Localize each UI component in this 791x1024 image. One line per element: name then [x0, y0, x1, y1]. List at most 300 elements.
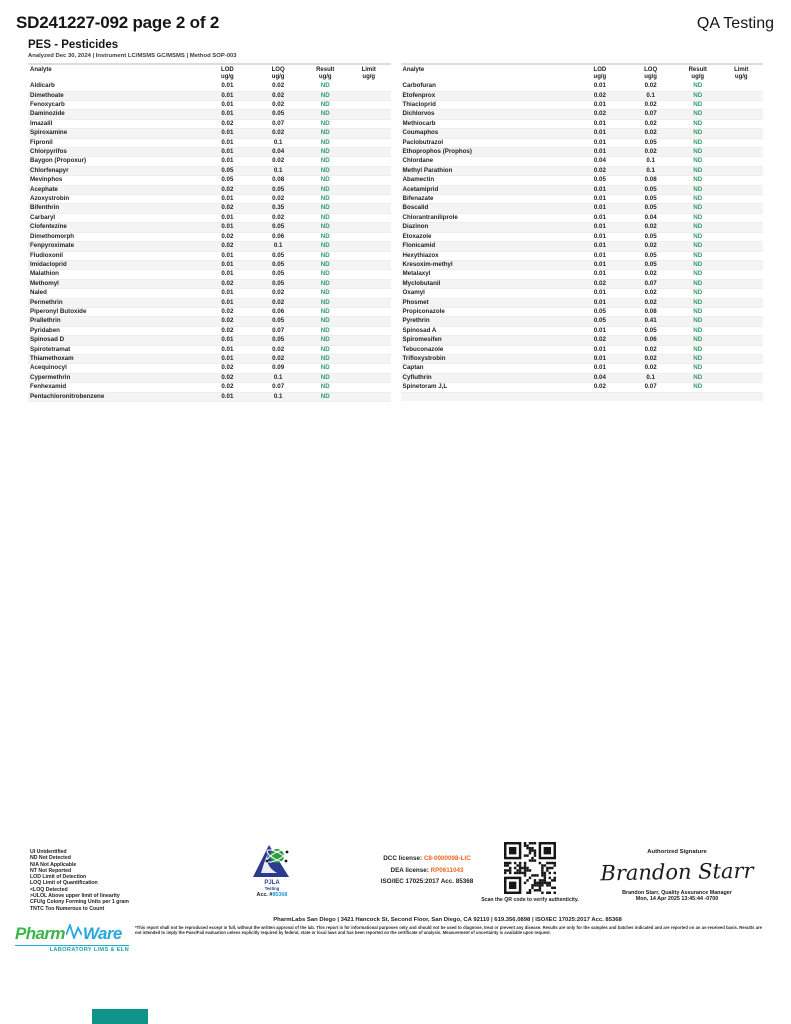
- signature-block: [588, 849, 766, 902]
- result-value: ND: [304, 166, 348, 175]
- analyte-name: Fipronil: [28, 138, 202, 147]
- loq-value: 0.05: [253, 251, 304, 260]
- loq-value: 0.02: [253, 354, 304, 363]
- signature-script: Brandon Starr: [600, 858, 754, 886]
- result-value: ND: [304, 91, 348, 100]
- analyte-name: Methiocarb: [401, 119, 575, 128]
- table-row: [28, 213, 391, 222]
- limit-value: [347, 119, 391, 128]
- loq-value: 0.02: [625, 354, 676, 363]
- result-value: ND: [676, 129, 720, 138]
- limit-value: [347, 195, 391, 204]
- loq-value: 0.02: [625, 364, 676, 373]
- limit-value: [720, 354, 764, 363]
- analyte-name: Prallethrin: [28, 317, 202, 326]
- pesticides-results: [28, 63, 763, 402]
- lod-value: 0.02: [202, 232, 253, 241]
- limit-value: [347, 157, 391, 166]
- table-header-row: [28, 64, 391, 82]
- limit-value: [347, 91, 391, 100]
- lod-value: 0.02: [202, 317, 253, 326]
- table-row: [28, 232, 391, 241]
- analyte-name: Coumaphos: [401, 129, 575, 138]
- limit-value: [720, 345, 764, 354]
- loq-value: 0.04: [253, 148, 304, 157]
- table-row: [401, 223, 764, 232]
- limit-value: [347, 289, 391, 298]
- iso-accreditation-line: ISO/IEC 17025:2017 Acc. 85368: [380, 878, 474, 885]
- table-row: [401, 242, 764, 251]
- loq-value: 0.07: [625, 279, 676, 288]
- analyte-name: Kresoxim-methyl: [401, 260, 575, 269]
- table-row: [28, 242, 391, 251]
- table-row: [28, 317, 391, 326]
- lod-value: 0.02: [202, 204, 253, 213]
- result-value: ND: [304, 345, 348, 354]
- col-limit: Limit ug/g: [347, 64, 391, 82]
- analyte-name: Spirotetramat: [28, 345, 202, 354]
- lod-value: 0.01: [202, 223, 253, 232]
- analyte-name: Trifloxystrobin: [401, 354, 575, 363]
- analyte-name: Chlorantraniliprole: [401, 213, 575, 222]
- limit-value: [720, 242, 764, 251]
- lod-value: 0.01: [202, 298, 253, 307]
- limit-value: [347, 279, 391, 288]
- limit-value: [347, 270, 391, 279]
- limit-value: [720, 213, 764, 222]
- result-value: ND: [304, 354, 348, 363]
- limit-value: [720, 157, 764, 166]
- table-row: [401, 336, 764, 345]
- result-value: ND: [304, 307, 348, 316]
- lod-value: 0.01: [575, 82, 626, 91]
- analyte-name: Clofentezine: [28, 223, 202, 232]
- analyte-name: Spinetoram J,L: [401, 383, 575, 392]
- lod-value: 0.01: [202, 195, 253, 204]
- limit-value: [347, 251, 391, 260]
- result-value: ND: [304, 279, 348, 288]
- lod-value: 0.02: [202, 364, 253, 373]
- table-row: [401, 289, 764, 298]
- result-value: ND: [304, 185, 348, 194]
- limit-value: [347, 82, 391, 91]
- result-value: ND: [676, 260, 720, 269]
- loq-value: 0.02: [253, 345, 304, 354]
- pjla-triangle-icon: [251, 843, 293, 879]
- qr-code: [504, 842, 556, 894]
- result-value: ND: [304, 392, 348, 401]
- analyte-name: Cypermethrin: [28, 373, 202, 382]
- table-row: [401, 213, 764, 222]
- pesticides-table-right: [401, 63, 764, 393]
- analyte-name: Paclobutrazol: [401, 138, 575, 147]
- lod-value: 0.02: [575, 110, 626, 119]
- lod-value: 0.02: [202, 185, 253, 194]
- result-value: ND: [304, 317, 348, 326]
- result-value: ND: [304, 383, 348, 392]
- loq-value: 0.1: [625, 91, 676, 100]
- table-header-row: [401, 64, 764, 82]
- lod-value: 0.01: [575, 364, 626, 373]
- analyte-name: Chlorpyrifos: [28, 148, 202, 157]
- analyte-name: Imazalil: [28, 119, 202, 128]
- limit-value: [720, 129, 764, 138]
- lab-address-line: PharmLabs San Diego | 3421 Hancock St, Second Floor, San Diego, CA 92110 | 619.356.0898 | ISO/IEC 17025:2017 Acc. 85368: [273, 917, 622, 923]
- lod-value: 0.01: [575, 298, 626, 307]
- loq-value: 0.02: [625, 242, 676, 251]
- result-value: ND: [676, 336, 720, 345]
- legend-item: TNTC Too Numerous to Count: [30, 905, 105, 912]
- lod-value: 0.01: [575, 242, 626, 251]
- result-value: ND: [676, 166, 720, 175]
- loq-value: 0.02: [625, 289, 676, 298]
- loq-value: 0.05: [253, 110, 304, 119]
- table-row: [28, 345, 391, 354]
- result-value: ND: [304, 204, 348, 213]
- legend-item: LOD Limit of Detection: [30, 874, 87, 881]
- loq-value: 0.05: [625, 326, 676, 335]
- analyte-name: Carbaryl: [28, 213, 202, 222]
- authorized-signature-label: Authorized Signature: [647, 849, 707, 855]
- limit-value: [347, 223, 391, 232]
- loq-value: 0.02: [253, 289, 304, 298]
- limit-value: [347, 101, 391, 110]
- lod-value: 0.01: [202, 270, 253, 279]
- loq-value: 0.02: [625, 148, 676, 157]
- loq-value: 0.02: [625, 298, 676, 307]
- table-row: [28, 91, 391, 100]
- limit-value: [347, 317, 391, 326]
- pesticides-table-left: [28, 63, 391, 402]
- table-row: [401, 110, 764, 119]
- abbreviation-legend: [30, 849, 129, 912]
- analyte-name: Acephate: [28, 185, 202, 194]
- table-row: [28, 307, 391, 316]
- lod-value: 0.01: [575, 148, 626, 157]
- result-value: ND: [304, 101, 348, 110]
- table-row: [28, 336, 391, 345]
- loq-value: 0.02: [625, 270, 676, 279]
- result-value: ND: [676, 373, 720, 382]
- lod-value: 0.01: [202, 157, 253, 166]
- limit-value: [720, 148, 764, 157]
- loq-value: 0.05: [625, 232, 676, 241]
- col-lod: LOD ug/g: [202, 64, 253, 82]
- lod-value: 0.01: [202, 260, 253, 269]
- lod-value: 0.01: [202, 82, 253, 91]
- dcc-license-value: C8-0000098-LIC: [423, 855, 471, 862]
- table-row: [28, 148, 391, 157]
- col-loq: LOQ ug/g: [253, 64, 304, 82]
- limit-value: [720, 166, 764, 175]
- table-row: [401, 383, 764, 392]
- analyte-name: Thiamethoxam: [28, 354, 202, 363]
- analyte-name: Acequinocyl: [28, 364, 202, 373]
- analyte-name: Spiromesifen: [401, 336, 575, 345]
- result-value: ND: [676, 213, 720, 222]
- table-row: [401, 270, 764, 279]
- table-row: [401, 345, 764, 354]
- limit-value: [347, 354, 391, 363]
- result-value: ND: [304, 336, 348, 345]
- analyte-name: Aldicarb: [28, 82, 202, 91]
- loq-value: 0.41: [625, 317, 676, 326]
- report-disclaimer: *This report shall not be reproduced except in full, without the written approval of the lab. This report is for informational purposes only and should not be used to diagnose, treat or prevent any disease. Results are only for the samples and batches indicated and are reported on an as-received basis. Results are not intended to imply the Pass/Fail evaluation unless explicitly required by federal, state or local laws and has been reported on the certificate of analysis. Measurement of uncertainty is available upon request.: [135, 925, 762, 935]
- table-row: [28, 260, 391, 269]
- pharmware-logo-ware: Ware: [82, 924, 122, 943]
- analyte-name: Chlorfenapyr: [28, 166, 202, 175]
- table-row: [401, 185, 764, 194]
- limit-value: [720, 232, 764, 241]
- lod-value: 0.01: [575, 138, 626, 147]
- lod-value: 0.01: [575, 345, 626, 354]
- table-row: [28, 138, 391, 147]
- table-row: [28, 289, 391, 298]
- result-value: ND: [676, 326, 720, 335]
- loq-value: 0.05: [253, 185, 304, 194]
- loq-value: 0.1: [253, 373, 304, 382]
- lod-value: 0.02: [575, 166, 626, 175]
- lod-value: 0.01: [202, 138, 253, 147]
- lod-value: 0.01: [575, 251, 626, 260]
- lod-value: 0.02: [202, 242, 253, 251]
- table-row: [401, 82, 764, 91]
- table-row: [401, 138, 764, 147]
- limit-value: [720, 138, 764, 147]
- lod-value: 0.01: [202, 101, 253, 110]
- result-value: ND: [676, 345, 720, 354]
- lod-value: 0.02: [202, 119, 253, 128]
- result-value: ND: [304, 176, 348, 185]
- lod-value: 0.01: [575, 129, 626, 138]
- loq-value: 0.02: [253, 129, 304, 138]
- table-row: [401, 148, 764, 157]
- limit-value: [347, 326, 391, 335]
- result-value: ND: [676, 91, 720, 100]
- limit-value: [720, 110, 764, 119]
- lod-value: 0.05: [575, 317, 626, 326]
- loq-value: 0.09: [253, 364, 304, 373]
- loq-value: 0.1: [253, 242, 304, 251]
- col-analyte: Analyte: [401, 64, 575, 82]
- qa-testing-label: QA Testing: [696, 15, 774, 32]
- limit-value: [720, 223, 764, 232]
- pjla-accreditation-number: Acc. #85368: [256, 892, 288, 898]
- result-value: ND: [304, 157, 348, 166]
- result-value: ND: [304, 82, 348, 91]
- table-row: [401, 298, 764, 307]
- dcc-license-line: DCC license: C8-0000098-LIC: [383, 855, 471, 862]
- result-value: ND: [304, 232, 348, 241]
- limit-value: [347, 336, 391, 345]
- lod-value: 0.04: [575, 157, 626, 166]
- limit-value: [347, 138, 391, 147]
- analyte-name: Daminozide: [28, 110, 202, 119]
- lod-value: 0.02: [575, 91, 626, 100]
- analyte-name: Metalaxyl: [401, 270, 575, 279]
- qr-caption: Scan the QR code to verify authenticity.: [481, 897, 579, 903]
- lod-value: 0.01: [575, 260, 626, 269]
- legend-item: >ULOL Above upper limit of linearity: [30, 893, 120, 900]
- pesticides-table-left-wrap: [28, 63, 391, 402]
- table-body-right: [401, 82, 764, 392]
- signer-name-title: Brandon Starr, Quality Assurance Manager: [622, 890, 732, 896]
- analyte-name: Spiroxamine: [28, 129, 202, 138]
- result-value: ND: [676, 364, 720, 373]
- result-value: ND: [304, 270, 348, 279]
- section-subtitle: Analyzed Dec 30, 2024 | Instrument LC/MSMS GC/MSMS | Method SOP-003: [28, 53, 237, 59]
- limit-value: [720, 195, 764, 204]
- loq-value: 0.02: [253, 82, 304, 91]
- loq-value: 0.08: [625, 176, 676, 185]
- table-row: [401, 157, 764, 166]
- analyte-name: Abamectin: [401, 176, 575, 185]
- pjla-name: PJLA: [264, 880, 280, 886]
- table-row: [401, 279, 764, 288]
- limit-value: [720, 119, 764, 128]
- table-row: [401, 307, 764, 316]
- loq-value: 0.02: [625, 119, 676, 128]
- accent-bar: [92, 1009, 148, 1024]
- result-value: ND: [676, 289, 720, 298]
- col-result: Result ug/g: [676, 64, 720, 82]
- pharmware-tagline: LABORATORY LIMS & ELN: [49, 947, 129, 953]
- table-row: [401, 166, 764, 175]
- result-value: ND: [304, 119, 348, 128]
- analyte-name: Fenhexamid: [28, 383, 202, 392]
- table-row: [401, 119, 764, 128]
- result-value: ND: [676, 110, 720, 119]
- table-row: [28, 185, 391, 194]
- analyte-name: Phosmet: [401, 298, 575, 307]
- signature-datetime: Mon, 14 Apr 2025 13:45:44 -0700: [635, 896, 719, 902]
- table-row: [401, 364, 764, 373]
- table-row: [28, 204, 391, 213]
- loq-value: 0.02: [625, 82, 676, 91]
- lod-value: 0.02: [202, 373, 253, 382]
- table-row: [401, 317, 764, 326]
- result-value: ND: [676, 195, 720, 204]
- legend-item: LOQ Limit of Quantification: [30, 880, 98, 887]
- loq-value: 0.02: [253, 91, 304, 100]
- limit-value: [347, 345, 391, 354]
- result-value: ND: [676, 204, 720, 213]
- analyte-name: Etofenprox: [401, 91, 575, 100]
- col-lod: LOD ug/g: [575, 64, 626, 82]
- limit-value: [347, 148, 391, 157]
- limit-value: [347, 383, 391, 392]
- loq-value: 0.07: [253, 326, 304, 335]
- limit-value: [347, 204, 391, 213]
- analyte-name: Chlordane: [401, 157, 575, 166]
- lod-value: 0.02: [202, 307, 253, 316]
- lod-value: 0.01: [202, 213, 253, 222]
- result-value: ND: [304, 195, 348, 204]
- analyte-name: Hexythiazox: [401, 251, 575, 260]
- loq-value: 0.02: [625, 223, 676, 232]
- lod-value: 0.01: [575, 223, 626, 232]
- table-row: [401, 251, 764, 260]
- loq-value: 0.02: [253, 157, 304, 166]
- result-value: ND: [304, 298, 348, 307]
- table-row: [401, 373, 764, 382]
- result-value: ND: [676, 157, 720, 166]
- result-value: ND: [304, 138, 348, 147]
- result-value: ND: [676, 148, 720, 157]
- limit-value: [720, 185, 764, 194]
- legend-item: NT Not Reported: [30, 867, 72, 874]
- loq-value: 0.1: [253, 392, 304, 401]
- result-value: ND: [676, 279, 720, 288]
- result-value: ND: [676, 176, 720, 185]
- analyte-name: Fenoxycarb: [28, 101, 202, 110]
- legend-item: UI Unidentified: [30, 849, 67, 855]
- analyte-name: Fludioxonil: [28, 251, 202, 260]
- legend-item: ND Not Detected: [30, 855, 71, 862]
- analyte-name: Pyridaben: [28, 326, 202, 335]
- loq-value: 0.05: [253, 317, 304, 326]
- loq-value: 0.1: [253, 138, 304, 147]
- pjla-testing-label: Testing: [264, 886, 280, 891]
- table-row: [28, 129, 391, 138]
- lod-value: 0.01: [575, 101, 626, 110]
- lod-value: 0.01: [202, 289, 253, 298]
- analyte-name: Tebuconazole: [401, 345, 575, 354]
- loq-value: 0.05: [625, 185, 676, 194]
- result-value: ND: [304, 213, 348, 222]
- limit-value: [347, 307, 391, 316]
- loq-value: 0.07: [625, 383, 676, 392]
- analyte-name: Ethoprophos (Prophos): [401, 148, 575, 157]
- limit-value: [347, 232, 391, 241]
- limit-value: [347, 110, 391, 119]
- table-row: [401, 176, 764, 185]
- lod-value: 0.01: [575, 213, 626, 222]
- loq-value: 0.05: [253, 336, 304, 345]
- limit-value: [347, 392, 391, 401]
- analyte-name: Mevinphos: [28, 176, 202, 185]
- analyte-name: Permethrin: [28, 298, 202, 307]
- analyte-name: Oxamyl: [401, 289, 575, 298]
- table-row: [401, 260, 764, 269]
- table-row: [401, 195, 764, 204]
- pesticides-table-right-wrap: [401, 63, 764, 402]
- lod-value: 0.02: [202, 326, 253, 335]
- lod-value: 0.01: [575, 326, 626, 335]
- loq-value: 0.05: [253, 223, 304, 232]
- loq-value: 0.05: [253, 279, 304, 288]
- license-block: [348, 853, 506, 888]
- limit-value: [720, 298, 764, 307]
- lod-value: 0.02: [202, 279, 253, 288]
- lod-value: 0.01: [202, 148, 253, 157]
- result-value: ND: [676, 242, 720, 251]
- table-row: [401, 129, 764, 138]
- dea-license-line: DEA license: RP0611043: [390, 866, 464, 874]
- limit-value: [720, 336, 764, 345]
- lod-value: 0.02: [575, 336, 626, 345]
- result-value: ND: [676, 251, 720, 260]
- loq-value: 0.07: [625, 110, 676, 119]
- lod-value: 0.05: [575, 307, 626, 316]
- analyte-name: Methyl Parathion: [401, 166, 575, 175]
- page-title: SD241227-092 page 2 of 2: [16, 13, 220, 32]
- analyte-name: Pentachloronitrobenzene: [28, 392, 202, 401]
- limit-value: [347, 176, 391, 185]
- lod-value: 0.04: [575, 373, 626, 382]
- table-row: [28, 270, 391, 279]
- lod-value: 0.01: [202, 354, 253, 363]
